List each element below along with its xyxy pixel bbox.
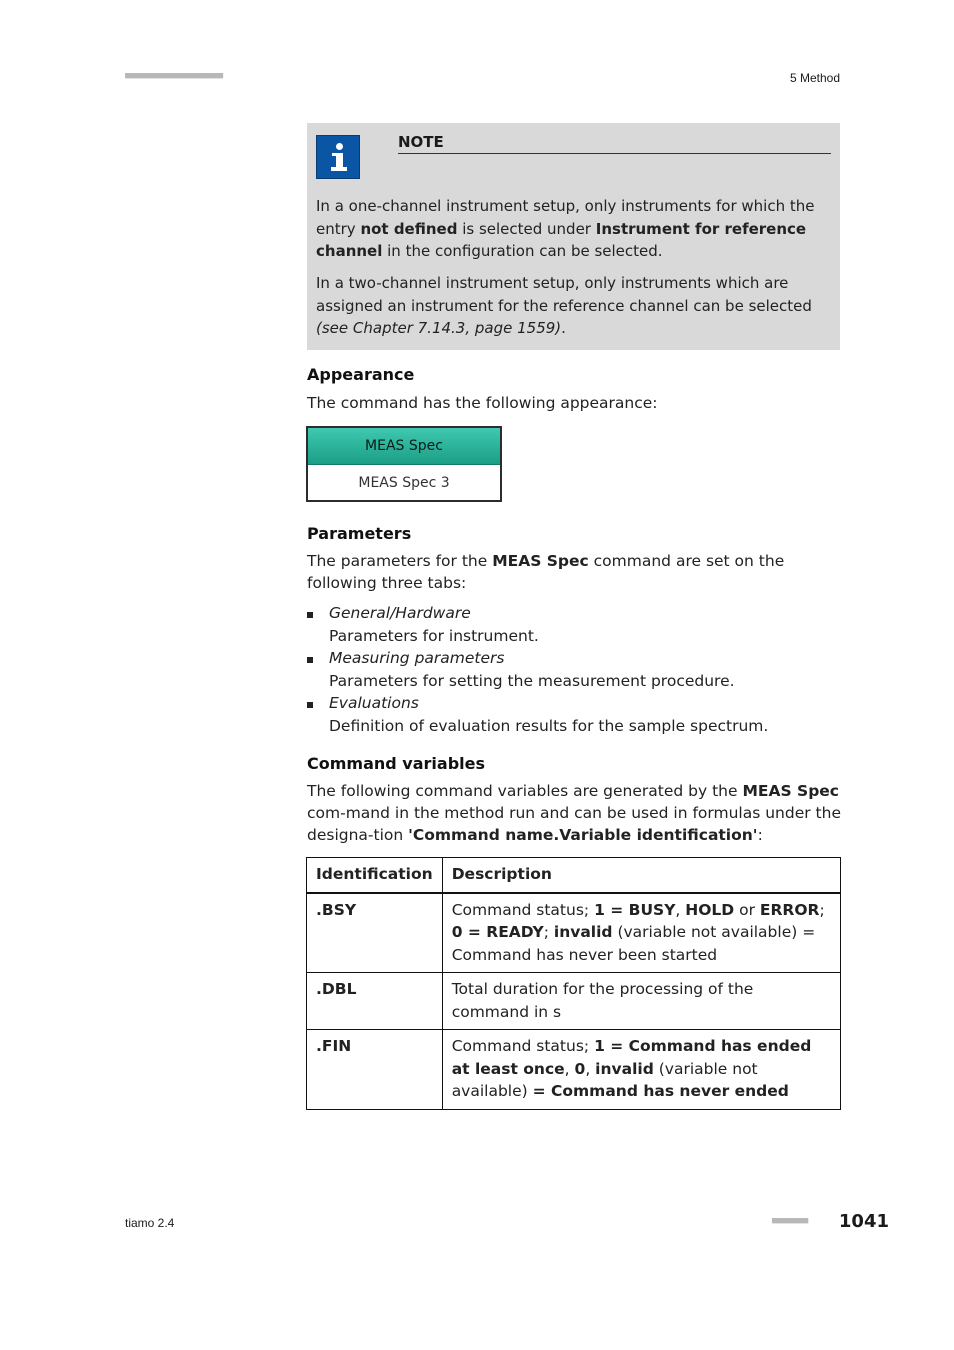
command-widget — [306, 426, 502, 502]
appearance-heading: Appearance — [307, 365, 415, 384]
parameters-text: The parameters for the MEAS Spec command are set on the following three tabs: — [307, 552, 785, 592]
column-header-identification: Identification — [307, 858, 443, 893]
variable-id: .BSY — [307, 893, 443, 973]
header-section-title: 5 Method — [789, 71, 840, 85]
footer-app-name: tiamo 2.4 — [125, 1216, 175, 1230]
footer-dots: ■■■■■■■■ — [772, 1216, 808, 1226]
command-variables-heading: Command variables — [307, 754, 485, 773]
list-item-desc: Parameters for setting the measurement procedure. — [329, 672, 735, 690]
variable-id: .FIN — [307, 1030, 443, 1110]
widget-title: MEAS Spec — [308, 428, 500, 465]
table-row — [307, 973, 841, 1030]
note-paragraph-2: In a two-channel instrument setup, only instruments which are assigned an instrument for the reference channel can be selected (see Chapter 7.14.3, page 1559). — [316, 274, 812, 337]
list-item-desc: Definition of evaluation results for the sample spectrum. — [329, 717, 769, 735]
info-icon — [316, 135, 360, 179]
page-number: 1041 — [838, 1211, 889, 1232]
bullet — [307, 657, 313, 663]
column-header-description: Description — [442, 858, 840, 893]
table-row — [307, 1030, 841, 1110]
parameters-heading: Parameters — [307, 524, 412, 543]
widget-name: MEAS Spec 3 — [308, 465, 500, 500]
list-item-title: General/Hardware — [329, 604, 471, 622]
appearance-text: The command has the following appearance: — [307, 394, 658, 412]
note-paragraph-1: In a one-channel instrument setup, only instruments for which the entry not defined is selected under Instrument for reference channel in the configuration can be selected. — [316, 197, 815, 260]
table-header-row — [307, 858, 841, 893]
note-title: NOTE — [398, 133, 831, 154]
list-item-title: Measuring parameters — [329, 649, 505, 667]
note-box — [307, 123, 840, 350]
list-item-title: Evaluations — [329, 694, 419, 712]
header-dots: ■■■■■■■■■■■■■■■■■■■■■■ — [125, 71, 223, 81]
variable-description: Command status; 1 = Command has ended at least once, 0, invalid (variable not available) = Command has never ended — [442, 1030, 840, 1110]
bullet — [307, 702, 313, 708]
variable-id: .DBL — [307, 973, 443, 1030]
variable-description: Total duration for the processing of the command in s — [442, 973, 840, 1030]
variables-table — [306, 857, 841, 1110]
command-variables-text: The following command variables are generated by the MEAS Spec com-mand in the method run and can be used in formulas under the designa-tion 'Command name.Variable identification': — [307, 782, 841, 844]
variable-description: Command status; 1 = BUSY, HOLD or ERROR; 0 = READY; invalid (variable not available) = Command has never been started — [442, 893, 840, 973]
bullet — [307, 612, 313, 618]
table-row — [307, 893, 841, 973]
list-item-desc: Parameters for instrument. — [329, 627, 539, 645]
